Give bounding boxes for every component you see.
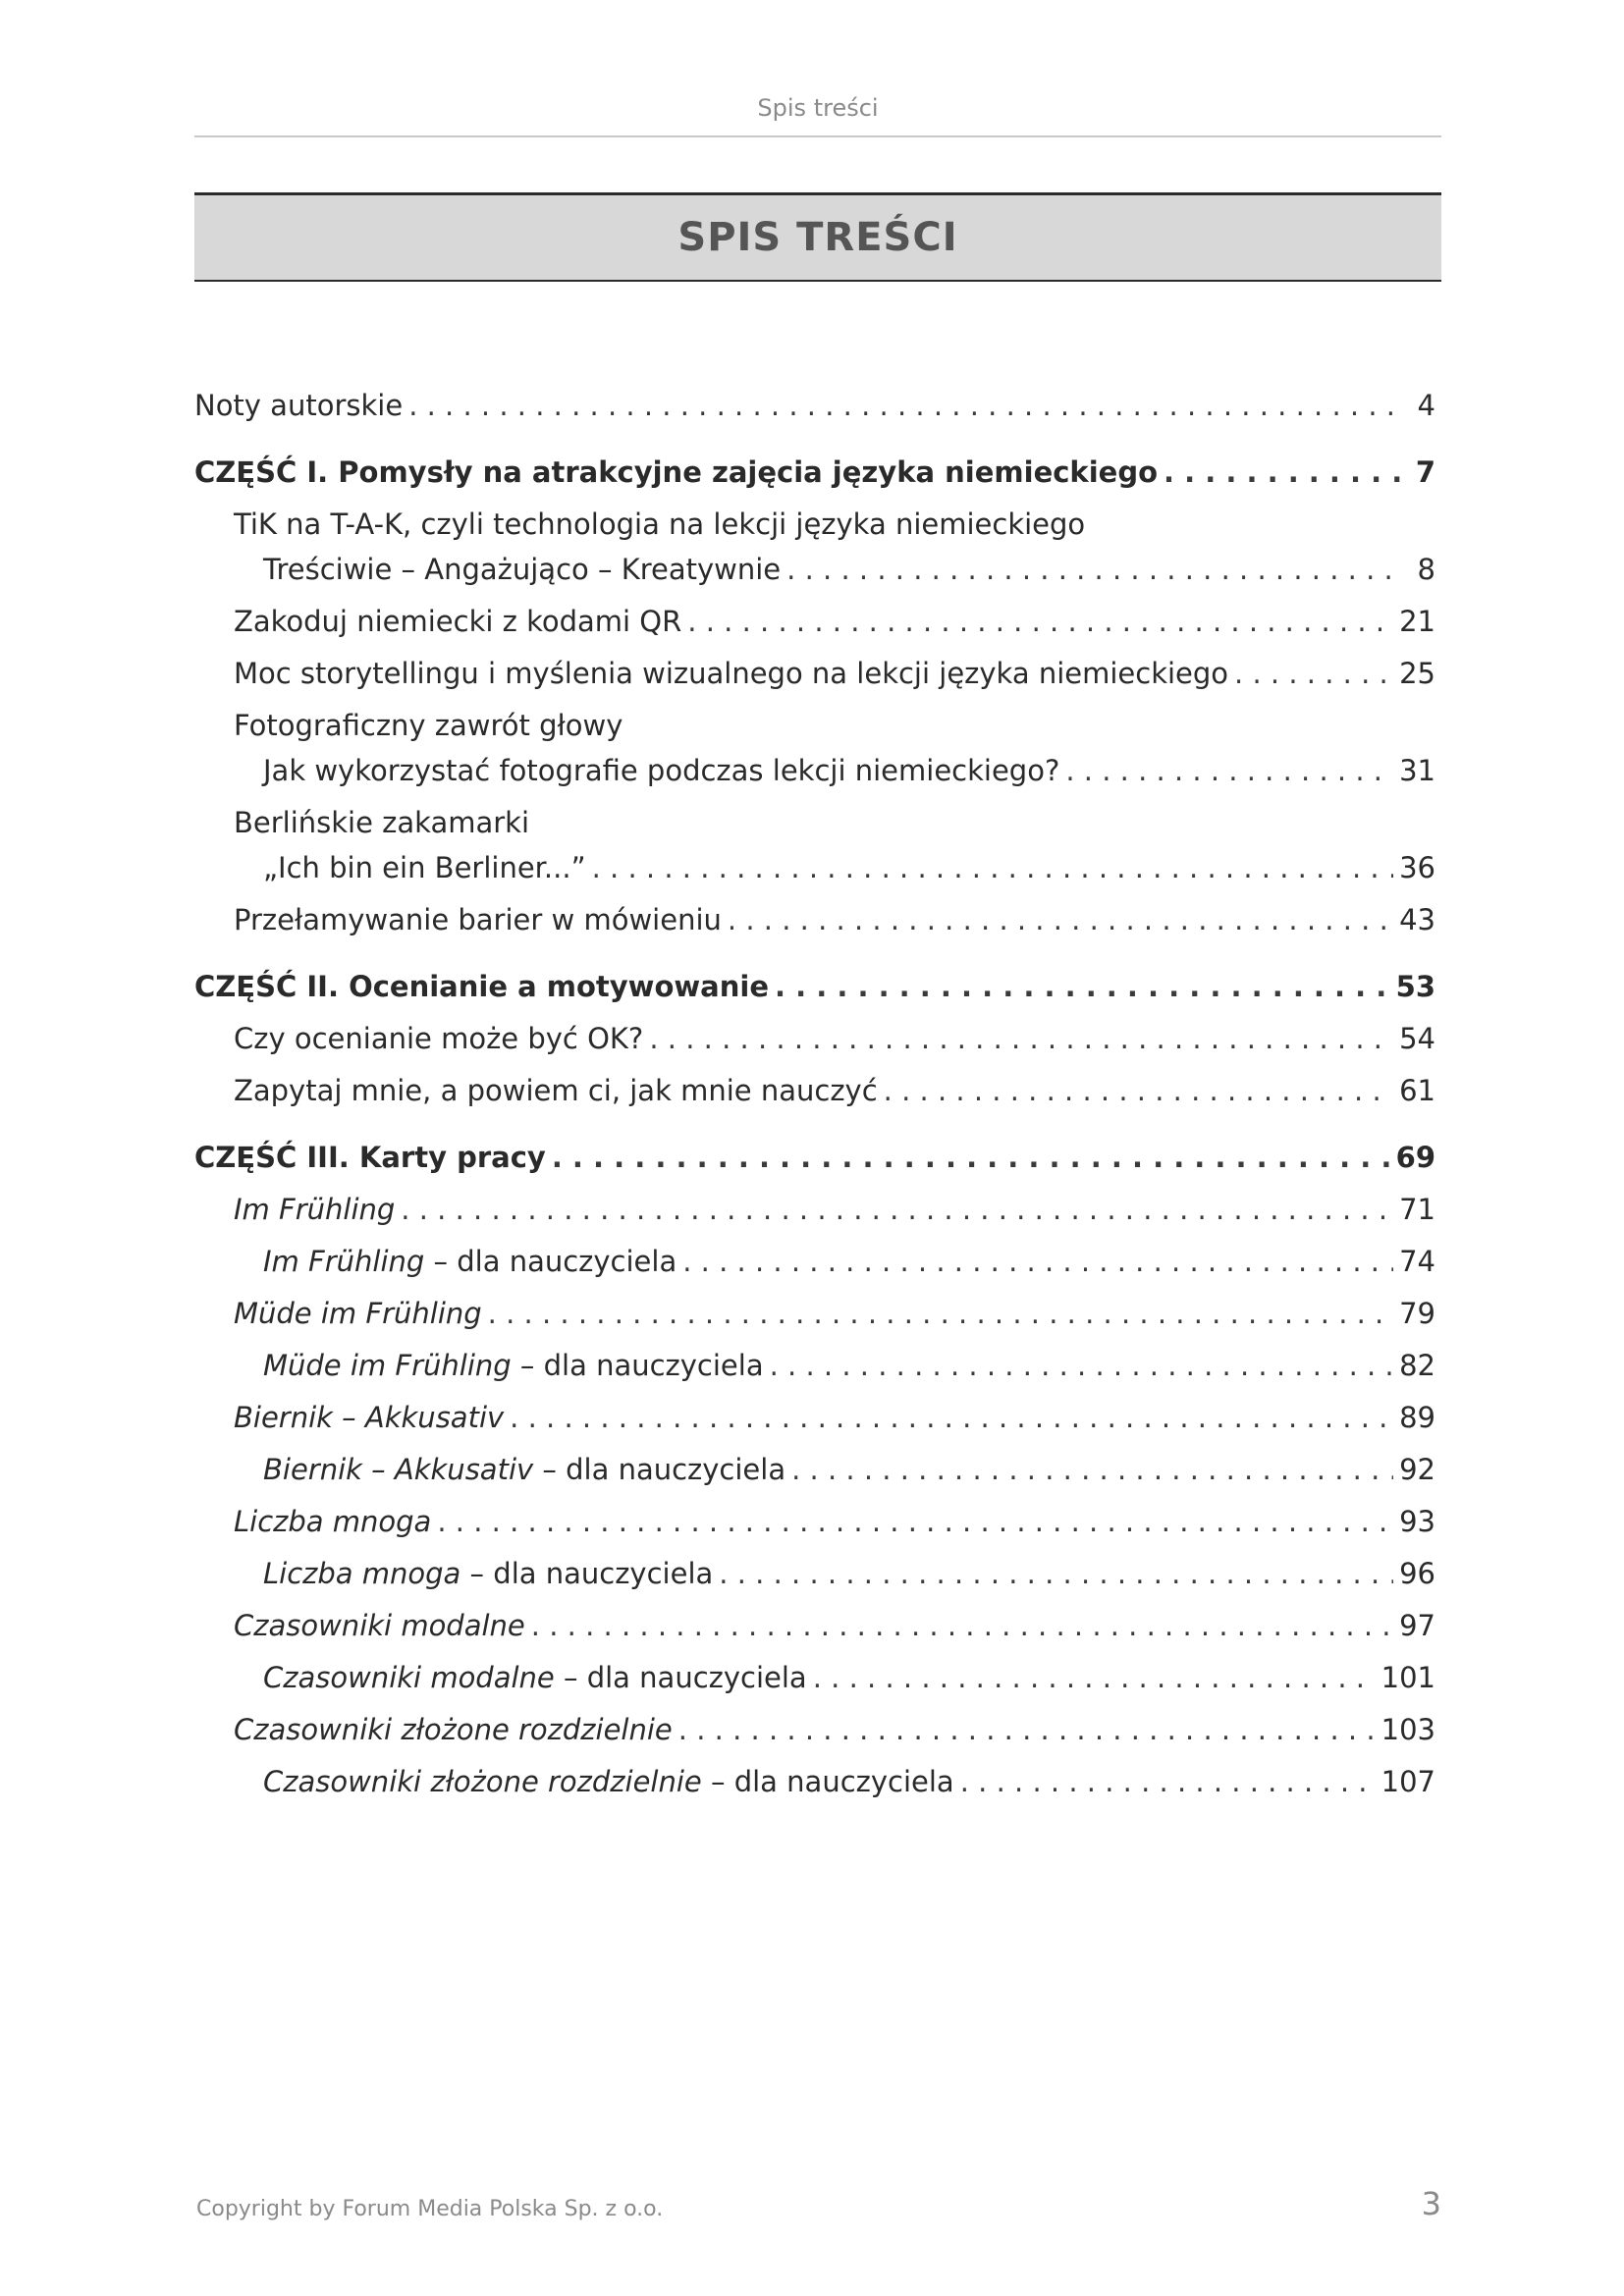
toc-leader — [401, 1193, 1393, 1226]
toc-label: Moc storytellingu i myślenia wizualnego na lekcji języka niemieckiego — [234, 657, 1229, 690]
toc-entry-zapytaj[interactable] — [194, 1074, 1435, 1126]
toc-page: 61 — [1399, 1074, 1435, 1107]
toc-label-suffix: – dla nauczyciela — [533, 1453, 786, 1486]
toc-leader — [678, 1713, 1376, 1746]
toc-label: Przełamywanie barier w mówieniu — [234, 903, 722, 936]
toc-label: Im Frühling — [234, 1193, 396, 1226]
toc-label-italic: Biernik – Akkusativ — [263, 1453, 534, 1486]
toc-label — [263, 1349, 764, 1382]
toc-leader — [1164, 455, 1400, 489]
toc-page: 74 — [1399, 1245, 1435, 1278]
toc-page: 71 — [1399, 1193, 1435, 1226]
running-header: Spis treści — [194, 94, 1441, 137]
toc-leader — [728, 903, 1393, 936]
toc-entry-muede-teacher[interactable] — [194, 1349, 1435, 1401]
toc-entry-zakoduj[interactable] — [194, 605, 1435, 657]
toc-leader — [531, 1609, 1393, 1642]
toc-label: Zakoduj niemiecki z kodami QR — [234, 605, 682, 638]
toc-label: Biernik – Akkusativ — [234, 1401, 505, 1434]
toc-label: Berlińskie zakamarki — [234, 806, 530, 839]
toc-leader — [1065, 754, 1393, 787]
footer-copyright: Copyright by Forum Media Polska Sp. z o.o. — [196, 2197, 664, 2221]
toc-label-italic: Müde im Frühling — [263, 1349, 512, 1382]
toc-entry-foto-title[interactable] — [194, 709, 1435, 754]
toc-label: CZĘŚĆ I. Pomysły na atrakcyjne zajęcia języka niemieckiego — [194, 455, 1159, 489]
toc-entry-modalne[interactable] — [194, 1609, 1435, 1661]
toc-leader — [719, 1557, 1393, 1590]
toc-entry-noty[interactable] — [194, 389, 1435, 441]
table-of-contents — [194, 389, 1435, 1817]
toc-label: TiK na T-A-K, czyli technologia na lekcji języka niemieckiego — [234, 507, 1086, 541]
toc-leader — [1234, 657, 1393, 690]
toc-entry-modalne-teacher[interactable] — [194, 1661, 1435, 1713]
toc-label-suffix: – dla nauczyciela — [554, 1661, 807, 1694]
toc-leader — [682, 1245, 1393, 1278]
toc-label — [263, 1557, 713, 1590]
toc-label — [263, 1765, 954, 1798]
toc-page: 103 — [1380, 1713, 1435, 1746]
toc-page: 36 — [1399, 851, 1435, 884]
toc-label: „Ich bin ein Berliner...” — [263, 851, 586, 884]
toc-entry-przelamywanie[interactable] — [194, 903, 1435, 955]
toc-entry-tik[interactable] — [194, 553, 1435, 605]
toc-page: 93 — [1399, 1505, 1435, 1538]
toc-entry-berlin[interactable] — [194, 851, 1435, 903]
toc-label: Jak wykorzystać fotografie podczas lekcji niemieckiego? — [263, 754, 1060, 787]
toc-page: 89 — [1399, 1401, 1435, 1434]
toc-entry-liczba-teacher[interactable] — [194, 1557, 1435, 1609]
toc-label: Müde im Frühling — [234, 1297, 482, 1330]
toc-entry-ok[interactable] — [194, 1022, 1435, 1074]
toc-leader — [488, 1297, 1393, 1330]
toc-leader — [649, 1022, 1393, 1055]
toc-label-italic: Liczba mnoga — [263, 1557, 461, 1590]
toc-page: 31 — [1399, 754, 1435, 787]
toc-label-italic: Czasowniki modalne — [263, 1661, 555, 1694]
toc-page: 54 — [1399, 1022, 1435, 1055]
toc-part-1[interactable] — [194, 455, 1435, 507]
toc-label: CZĘŚĆ III. Karty pracy — [194, 1141, 546, 1174]
toc-entry-fruehling[interactable] — [194, 1193, 1435, 1245]
toc-part-3[interactable] — [194, 1141, 1435, 1193]
toc-page: 53 — [1395, 970, 1435, 1003]
toc-entry-biernik[interactable] — [194, 1401, 1435, 1453]
toc-label-italic: Czasowniki złożone rozdzielnie — [263, 1765, 702, 1798]
toc-leader — [510, 1401, 1393, 1434]
toc-label — [263, 1661, 807, 1694]
toc-label: Czy ocenianie może być OK? — [234, 1022, 644, 1055]
toc-leader — [592, 851, 1393, 884]
toc-label: Fotograficzny zawrót głowy — [234, 709, 623, 742]
toc-page: 4 — [1417, 389, 1435, 422]
toc-label-italic: Im Frühling — [263, 1245, 425, 1278]
toc-leader — [770, 1349, 1394, 1382]
toc-page: 79 — [1399, 1297, 1435, 1330]
toc-page: 82 — [1399, 1349, 1435, 1382]
toc-leader — [552, 1141, 1390, 1174]
toc-leader — [813, 1661, 1376, 1694]
toc-entry-berlin-title[interactable] — [194, 806, 1435, 851]
toc-page: 43 — [1399, 903, 1435, 936]
toc-leader — [687, 605, 1393, 638]
toc-leader — [786, 553, 1400, 586]
page-title: SPIS TREŚCI — [677, 215, 958, 260]
toc-page: 21 — [1399, 605, 1435, 638]
toc-entry-biernik-teacher[interactable] — [194, 1453, 1435, 1505]
toc-label: CZĘŚĆ II. Ocenianie a motywowanie — [194, 970, 769, 1003]
toc-leader — [408, 389, 1400, 422]
toc-leader — [437, 1505, 1393, 1538]
toc-label-suffix: – dla nauczyciela — [701, 1765, 954, 1798]
toc-page: 107 — [1380, 1765, 1435, 1798]
toc-entry-zlozone-teacher[interactable] — [194, 1765, 1435, 1817]
toc-label-suffix: – dla nauczyciela — [460, 1557, 714, 1590]
toc-part-2[interactable] — [194, 970, 1435, 1022]
toc-label: Czasowniki złożone rozdzielnie — [234, 1713, 673, 1746]
footer-page-number: 3 — [1421, 2185, 1441, 2222]
toc-page: 69 — [1395, 1141, 1435, 1174]
toc-entry-foto[interactable] — [194, 754, 1435, 806]
toc-leader — [791, 1453, 1393, 1486]
toc-label-suffix: – dla nauczyciela — [424, 1245, 677, 1278]
toc-entry-zlozone[interactable] — [194, 1713, 1435, 1765]
toc-label: Liczba mnoga — [234, 1505, 432, 1538]
toc-label-suffix: – dla nauczyciela — [511, 1349, 764, 1382]
toc-label: Czasowniki modalne — [234, 1609, 525, 1642]
toc-leader — [960, 1765, 1376, 1798]
toc-entry-fruehling-teacher[interactable] — [194, 1245, 1435, 1297]
toc-label — [263, 1245, 677, 1278]
toc-leader — [775, 970, 1390, 1003]
toc-page: 25 — [1399, 657, 1435, 690]
toc-entry-liczba[interactable] — [194, 1505, 1435, 1557]
toc-page: 97 — [1399, 1609, 1435, 1642]
toc-label: Treściwie – Angażująco – Kreatywnie — [263, 553, 782, 586]
title-box — [194, 192, 1441, 282]
toc-page: 96 — [1399, 1557, 1435, 1590]
toc-entry-tik-title[interactable] — [194, 507, 1435, 553]
toc-page: 7 — [1415, 455, 1435, 489]
toc-leader — [884, 1074, 1393, 1107]
toc-label — [263, 1453, 785, 1486]
toc-entry-muede[interactable] — [194, 1297, 1435, 1349]
toc-label: Noty autorskie — [194, 389, 404, 422]
toc-label: Zapytaj mnie, a powiem ci, jak mnie nauczyć — [234, 1074, 878, 1107]
toc-page: 101 — [1380, 1661, 1435, 1694]
toc-page: 92 — [1399, 1453, 1435, 1486]
toc-page: 8 — [1417, 553, 1435, 586]
toc-entry-moc[interactable] — [194, 657, 1435, 709]
